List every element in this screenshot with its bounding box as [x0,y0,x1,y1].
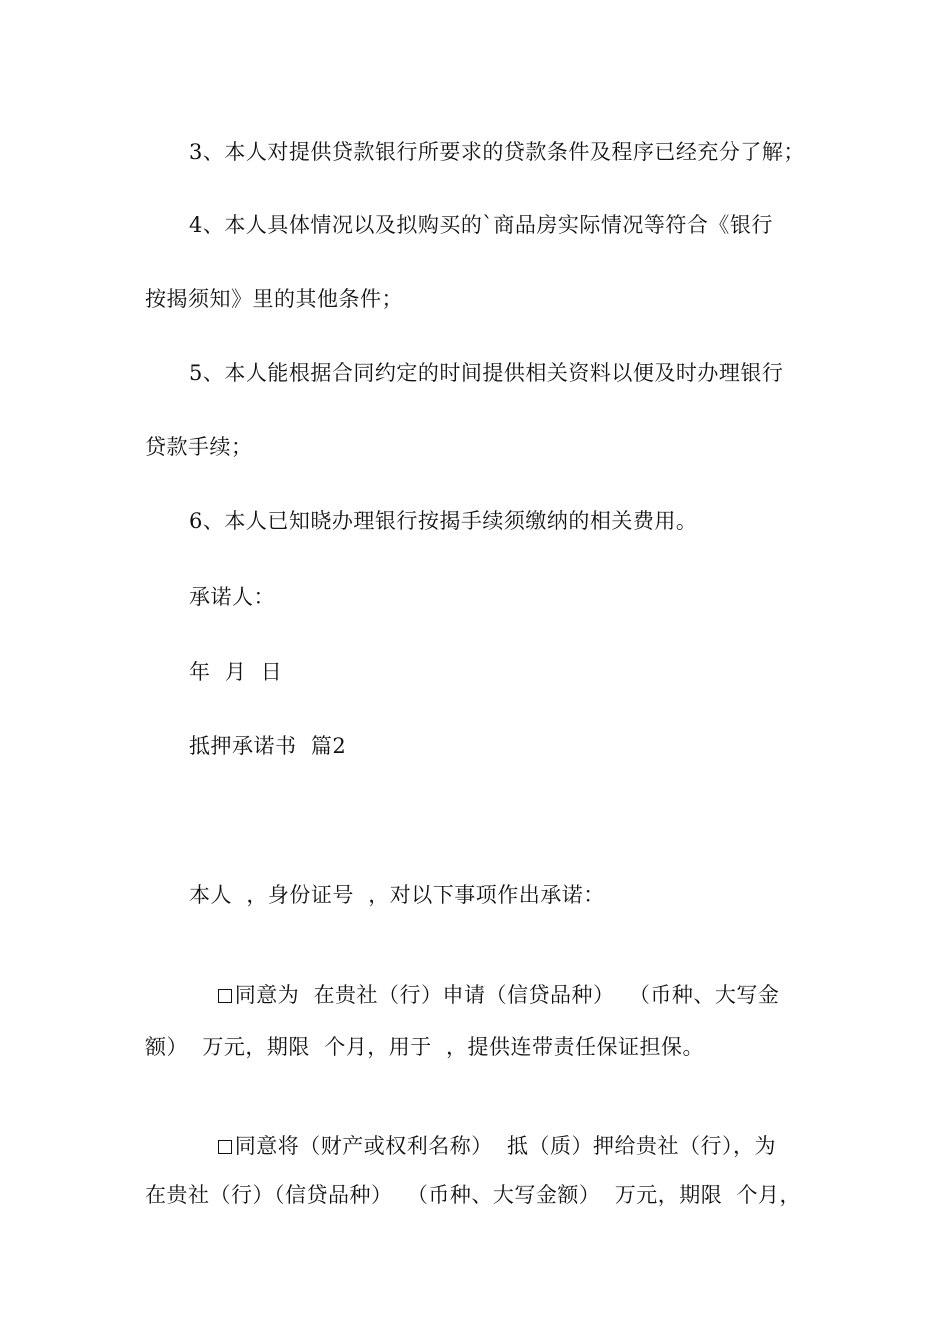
signatory-label: 承诺人： [189,585,275,609]
checkbox-icon [218,989,232,1003]
paragraph-item-3: 3、本人对提供贷款银行所要求的贷款条件及程序已经充分了解； [189,140,805,164]
date-line: 年 月 日 [189,660,283,684]
paragraph-item-4-continued: 按揭须知》里的其他条件； [145,287,403,311]
section-heading: 抵押承诺书 篇2 [189,734,347,758]
paragraph-item-5: 5、本人能根据合同约定的时间提供相关资料以便及时办理银行 [189,361,784,385]
commitment-intro: 本人 ，身份证号 ，对以下事项作出承诺： [189,883,605,907]
guarantee-option [189,959,779,1031]
guarantee-option-text: 同意为 在贵社（行）申请（信贷品种） （币种、大写金 [234,983,780,1007]
pledge-option [189,1110,776,1182]
paragraph-item-5-continued: 贷款手续； [145,435,253,459]
paragraph-item-4: 4、本人具体情况以及拟购买的`商品房实际情况等符合《银行 [189,213,773,237]
guarantee-option-continued: 额） 万元，期限 个月，用于 ，提供连带责任保证担保。 [145,1035,705,1059]
paragraph-item-6: 6、本人已知晓办理银行按揭手续须缴纳的相关费用。 [189,509,698,533]
pledge-option-text: 同意将（财产或权利名称） 抵（质）押给贵社（行），为 [234,1134,777,1158]
pledge-option-continued: 在贵社（行）（信贷品种） （币种、大写金额） 万元，期限 个月， [145,1183,802,1207]
checkbox-icon [218,1140,232,1154]
